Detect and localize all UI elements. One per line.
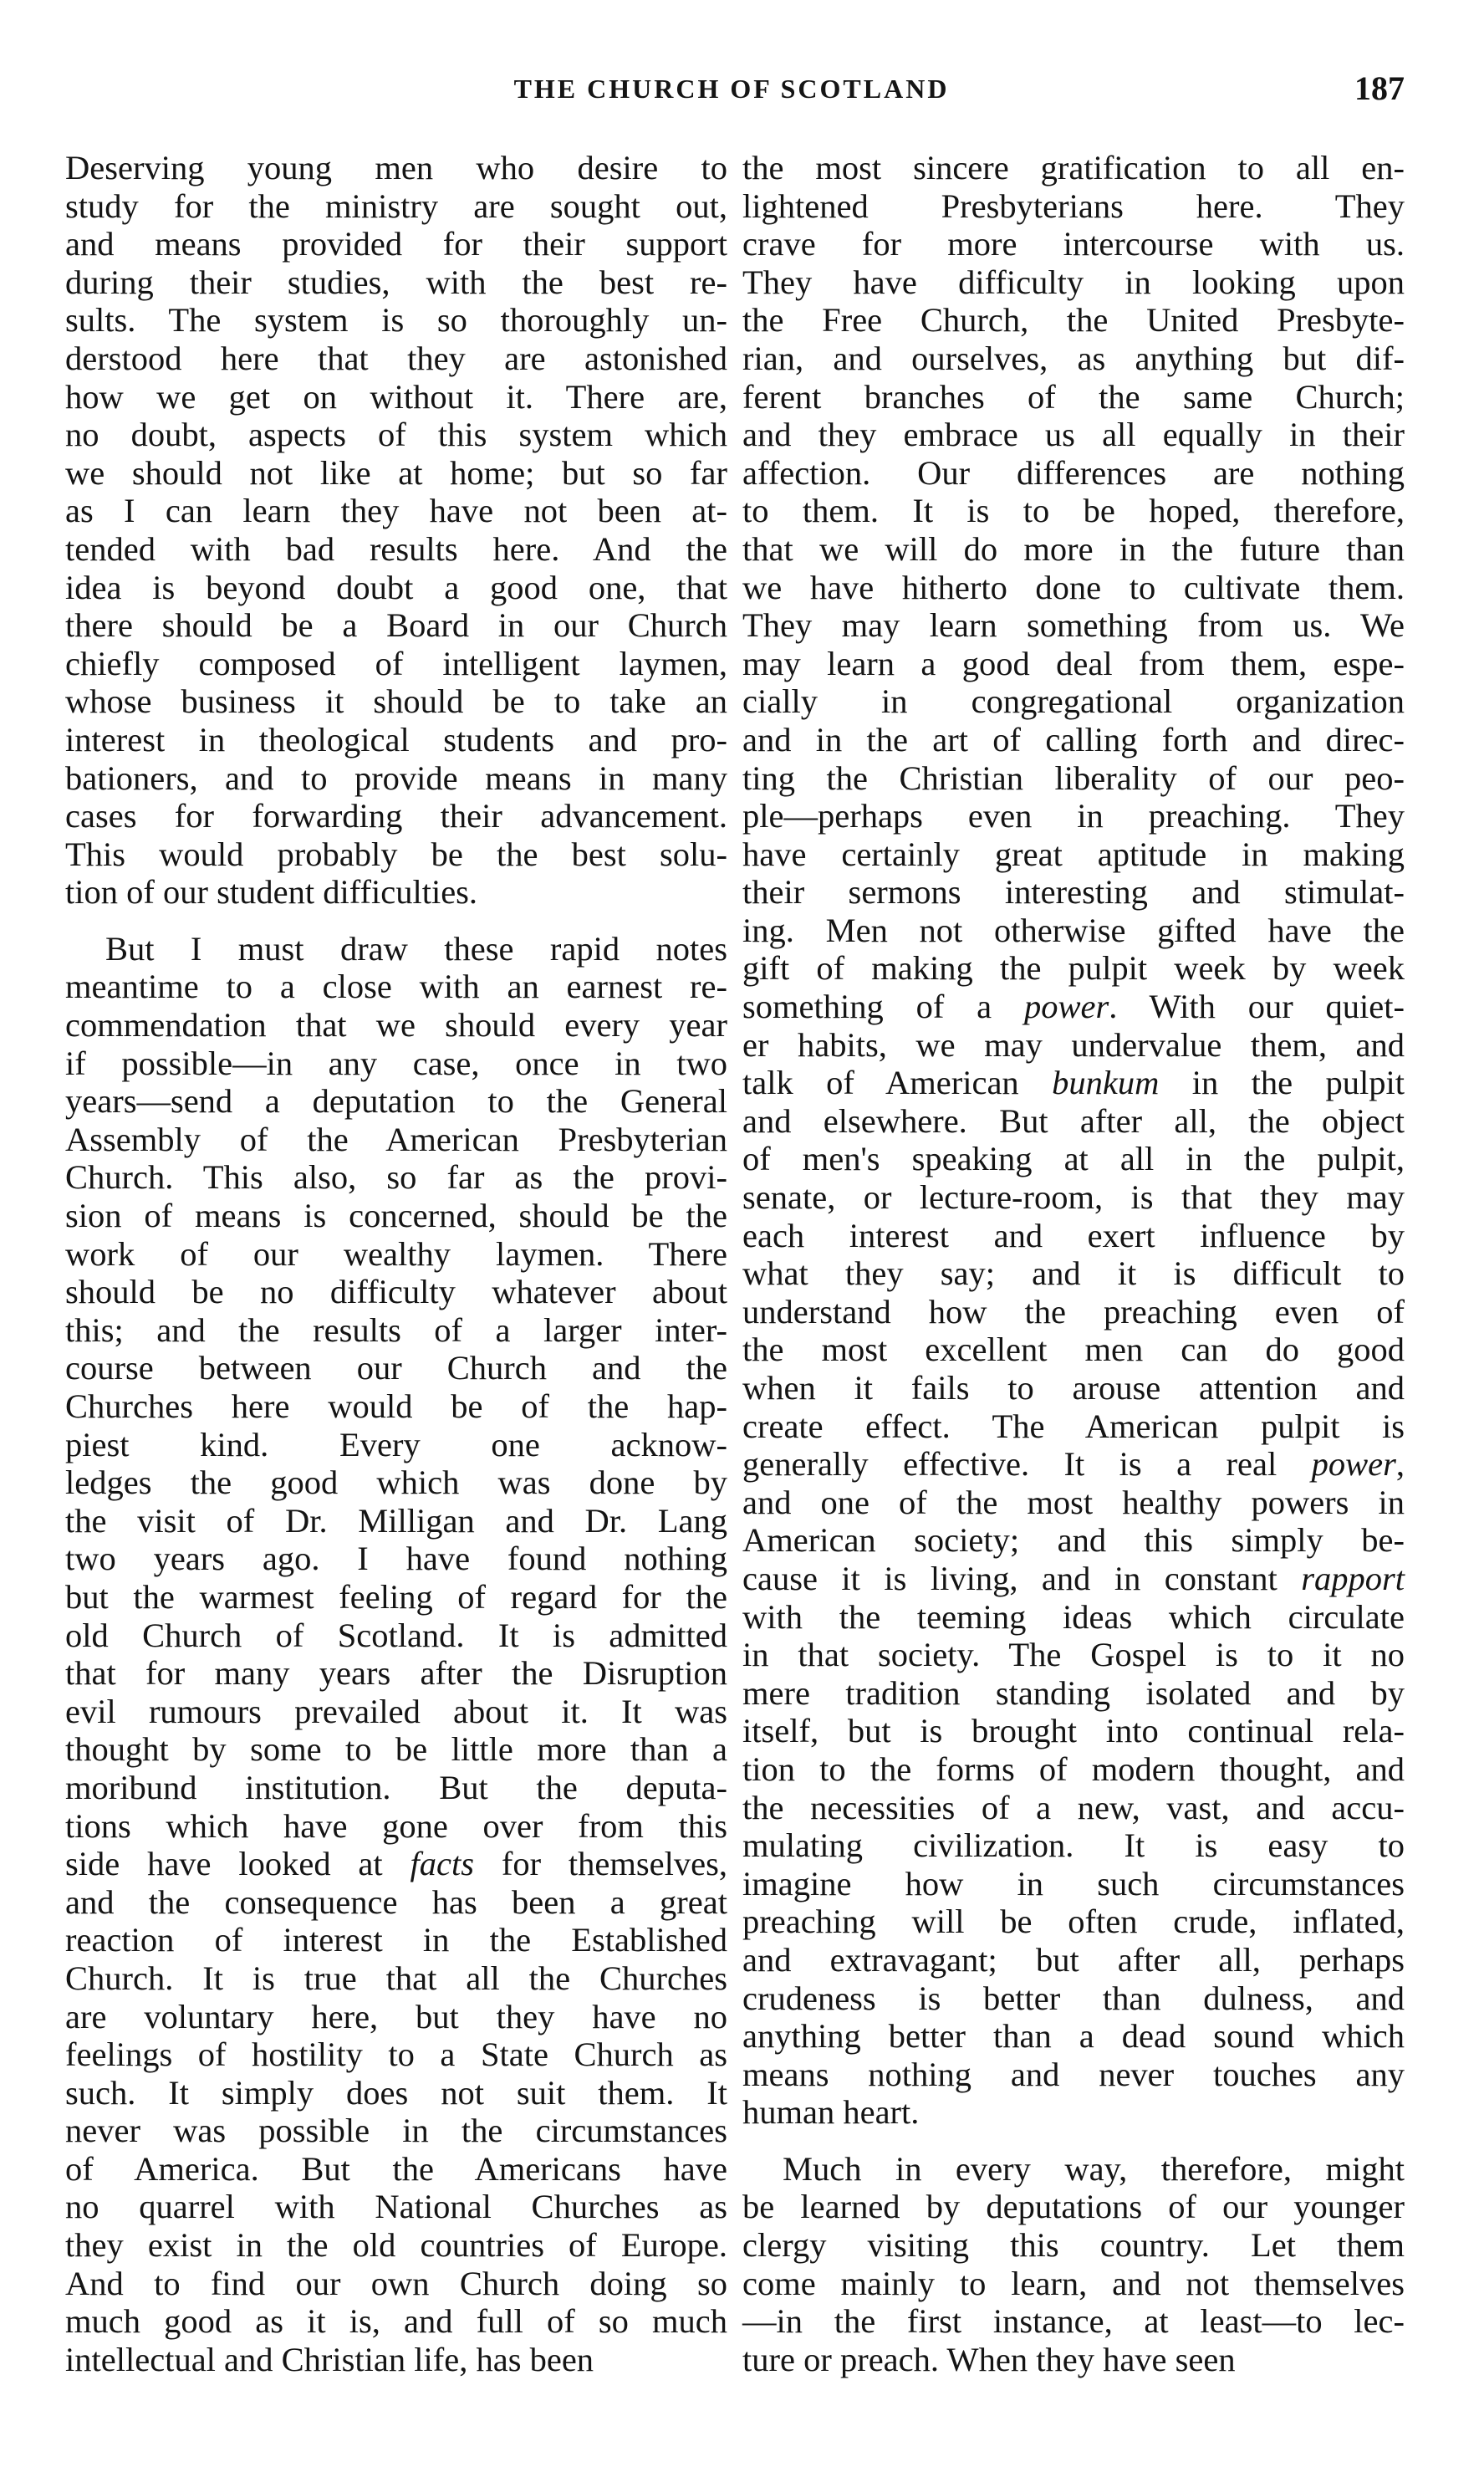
text-line: intellectual and Christian life, has been bbox=[65, 2340, 594, 2378]
running-title: THE CHURCH OF SCOTLAND bbox=[513, 74, 950, 104]
text-line: Much in every way, therefore, might bbox=[783, 2149, 1405, 2188]
running-head bbox=[59, 69, 1405, 115]
text-line: affection. Our differences are nothing bbox=[742, 453, 1405, 492]
text-line: during their studies, with the best re- bbox=[65, 263, 727, 301]
text-line: and one of the most healthy powers in bbox=[742, 1483, 1405, 1521]
left-text-column bbox=[65, 149, 727, 2378]
text-line: tion to the forms of modern thought, and bbox=[742, 1749, 1405, 1788]
text-line: that for many years after the Disruption bbox=[65, 1654, 727, 1693]
text-line: idea is beyond doubt a good one, that bbox=[65, 568, 727, 606]
text-line: bationers, and to provide means in many bbox=[65, 758, 727, 797]
text-line: each interest and exert influence by bbox=[742, 1216, 1405, 1254]
text-line: Church. It is true that all the Churches bbox=[65, 1959, 727, 1997]
text-line: that we will do more in the future than bbox=[742, 529, 1405, 568]
text-line: itself, but is brought into continual rela- bbox=[742, 1712, 1405, 1750]
text-line: anything better than a dead sound which bbox=[742, 2017, 1405, 2056]
text-line: and in the art of calling forth and direc- bbox=[742, 720, 1405, 758]
text-line: may learn a good deal from them, espe- bbox=[742, 644, 1405, 682]
text-line: create effect. The American pulpit is bbox=[742, 1407, 1405, 1445]
text-line: crudeness is better than dulness, and bbox=[742, 1979, 1405, 2017]
text-line: human heart. bbox=[742, 2093, 920, 2132]
paragraph bbox=[742, 149, 1405, 2132]
text-line: there should be a Board in our Church bbox=[65, 606, 727, 645]
text-line: the visit of Dr. Milligan and Dr. Lang bbox=[65, 1501, 727, 1540]
text-line: ledges the good which was done by bbox=[65, 1463, 727, 1502]
text-line: and the consequence has been a great bbox=[65, 1882, 727, 1921]
text-line: meantime to a close with an earnest re- bbox=[65, 968, 727, 1006]
text-line: lightened Presbyterians here. They bbox=[742, 186, 1405, 225]
text-line: study for the ministry are sought out, bbox=[65, 186, 727, 225]
text-line: ing. Men not otherwise gifted have the bbox=[742, 911, 1405, 949]
text-line: generally effective. It is a real power, bbox=[742, 1445, 1405, 1484]
text-line: Churches here would be of the hap- bbox=[65, 1387, 727, 1425]
text-line: have certainly great aptitude in making bbox=[742, 835, 1405, 873]
text-line: thought by some to be little more than a bbox=[65, 1730, 727, 1769]
text-line: feelings of hostility to a State Church as bbox=[65, 2035, 727, 2074]
page-number: 187 bbox=[1354, 69, 1405, 107]
right-text-column bbox=[742, 149, 1405, 2378]
text-line: but the warmest feeling of regard for the bbox=[65, 1577, 727, 1616]
text-line: the most sincere gratification to all en- bbox=[742, 149, 1405, 186]
text-line: Deserving young men who desire to bbox=[65, 149, 727, 186]
text-line: This would probably be the best solu- bbox=[65, 835, 727, 873]
text-line: mulating civilization. It is easy to bbox=[742, 1826, 1405, 1865]
text-line: when it fails to arouse attention and bbox=[742, 1369, 1405, 1407]
text-line: something of a power. With our quiet- bbox=[742, 988, 1405, 1026]
text-line: talk of American bunkum in the pulpit bbox=[742, 1064, 1405, 1102]
text-line: sion of means is concerned, should be the bbox=[65, 1197, 727, 1235]
text-line: ting the Christian liberality of our peo- bbox=[742, 758, 1405, 797]
text-line: imagine how in such circumstances bbox=[742, 1864, 1405, 1903]
text-line: old Church of Scotland. It is admitted bbox=[65, 1616, 727, 1654]
text-line: no quarrel with National Churches as bbox=[65, 2188, 727, 2226]
text-line: commendation that we should every year bbox=[65, 1006, 727, 1045]
text-line: clergy visiting this country. Let them bbox=[742, 2226, 1405, 2265]
text-line: piest kind. Every one acknow- bbox=[65, 1425, 727, 1463]
text-line: cause it is living, and in constant rapport bbox=[742, 1559, 1405, 1597]
text-line: with the teeming ideas which circulate bbox=[742, 1597, 1405, 1636]
paragraph bbox=[65, 930, 727, 2379]
text-line: er habits, we may undervalue them, and bbox=[742, 1025, 1405, 1064]
text-line: two years ago. I have found nothing bbox=[65, 1540, 727, 1578]
text-line: in that society. The Gospel is to it no bbox=[742, 1636, 1405, 1674]
paragraph bbox=[742, 2150, 1405, 2379]
text-line: sults. The system is so thoroughly un- bbox=[65, 301, 727, 340]
text-line: be learned by deputations of our younger bbox=[742, 2188, 1405, 2226]
text-line: come mainly to learn, and not themselves bbox=[742, 2264, 1405, 2302]
text-line: Church. This also, so far as the provi- bbox=[65, 1158, 727, 1197]
text-line: preaching will be often crude, inflated, bbox=[742, 1903, 1405, 1941]
text-line: chiefly composed of intelligent laymen, bbox=[65, 644, 727, 682]
text-line: cases for forwarding their advancement. bbox=[65, 797, 727, 835]
text-line: evil rumours prevailed about it. It was bbox=[65, 1692, 727, 1730]
text-line: ple—perhaps even in preaching. They bbox=[742, 797, 1405, 835]
text-line: the most excellent men can do good bbox=[742, 1331, 1405, 1369]
text-line: we have hitherto done to cultivate them. bbox=[742, 568, 1405, 606]
text-line: should be no difficulty whatever about bbox=[65, 1273, 727, 1311]
text-line: and elsewhere. But after all, the object bbox=[742, 1101, 1405, 1140]
text-line: —in the first instance, at least—to lec- bbox=[742, 2302, 1405, 2341]
text-line: reaction of interest in the Established bbox=[65, 1921, 727, 1959]
text-line: But I must draw these rapid notes bbox=[105, 929, 727, 968]
text-line: moribund institution. But the deputa- bbox=[65, 1768, 727, 1806]
text-line: and extravagant; but after all, perhaps bbox=[742, 1940, 1405, 1979]
text-line: years—send a deputation to the General bbox=[65, 1082, 727, 1121]
text-line: their sermons interesting and stimulat- bbox=[742, 873, 1405, 912]
text-line: American society; and this simply be- bbox=[742, 1521, 1405, 1560]
text-line: ferent branches of the same Church; bbox=[742, 377, 1405, 416]
text-line: crave for more intercourse with us. bbox=[742, 225, 1405, 263]
text-line: of America. But the Americans have bbox=[65, 2149, 727, 2188]
text-line: the Free Church, the United Presbyte- bbox=[742, 301, 1405, 340]
text-line: course between our Church and the bbox=[65, 1349, 727, 1387]
text-line: ture or preach. When they have seen bbox=[742, 2340, 1236, 2378]
text-line: if possible—in any case, once in two bbox=[65, 1044, 727, 1082]
text-line: mere tradition standing isolated and by bbox=[742, 1673, 1405, 1712]
text-line: gift of making the pulpit week by week bbox=[742, 949, 1405, 988]
text-line: interest in theological students and pro- bbox=[65, 720, 727, 758]
paragraph bbox=[65, 149, 727, 912]
text-line: to them. It is to be hoped, therefore, bbox=[742, 492, 1405, 530]
text-line: as I can learn they have not been at- bbox=[65, 492, 727, 530]
text-line: this; and the results of a larger inter- bbox=[65, 1310, 727, 1349]
text-line: They may learn something from us. We bbox=[742, 606, 1405, 645]
text-line: the necessities of a new, vast, and accu- bbox=[742, 1788, 1405, 1826]
text-line: And to find our own Church doing so bbox=[65, 2264, 727, 2302]
text-line: are voluntary here, but they have no bbox=[65, 1997, 727, 2035]
text-line: much good as it is, and full of so much bbox=[65, 2302, 727, 2341]
text-line: tion of our student difficulties. bbox=[65, 873, 478, 912]
text-line: no doubt, aspects of this system which bbox=[65, 416, 727, 454]
text-line: work of our wealthy laymen. There bbox=[65, 1234, 727, 1273]
text-line: They have difficulty in looking upon bbox=[742, 263, 1405, 301]
text-line: tended with bad results here. And the bbox=[65, 529, 727, 568]
text-line: we should not like at home; but so far bbox=[65, 453, 727, 492]
text-line: never was possible in the circumstances bbox=[65, 2112, 727, 2150]
text-line: of men's speaking at all in the pulpit, bbox=[742, 1140, 1405, 1178]
text-line: tions which have gone over from this bbox=[65, 1806, 727, 1845]
text-line: rian, and ourselves, as anything but dif- bbox=[742, 339, 1405, 377]
text-line: means nothing and never touches any bbox=[742, 2055, 1405, 2093]
text-line: and means provided for their support bbox=[65, 225, 727, 263]
text-line: cially in congregational organization bbox=[742, 682, 1405, 721]
text-line: senate, or lecture-room, is that they may bbox=[742, 1178, 1405, 1217]
text-line: whose business it should be to take an bbox=[65, 682, 727, 721]
text-line: Assembly of the American Presbyterian bbox=[65, 1120, 727, 1158]
text-line: how we get on without it. There are, bbox=[65, 377, 727, 416]
text-line: derstood here that they are astonished bbox=[65, 339, 727, 377]
text-line: and they embrace us all equally in their bbox=[742, 416, 1405, 454]
text-line: what they say; and it is difficult to bbox=[742, 1254, 1405, 1293]
text-line: side have looked at facts for themselves, bbox=[65, 1845, 727, 1883]
text-line: they exist in the old countries of Europe. bbox=[65, 2226, 727, 2265]
text-line: such. It simply does not suit them. It bbox=[65, 2073, 727, 2112]
text-line: understand how the preaching even of bbox=[742, 1292, 1405, 1331]
